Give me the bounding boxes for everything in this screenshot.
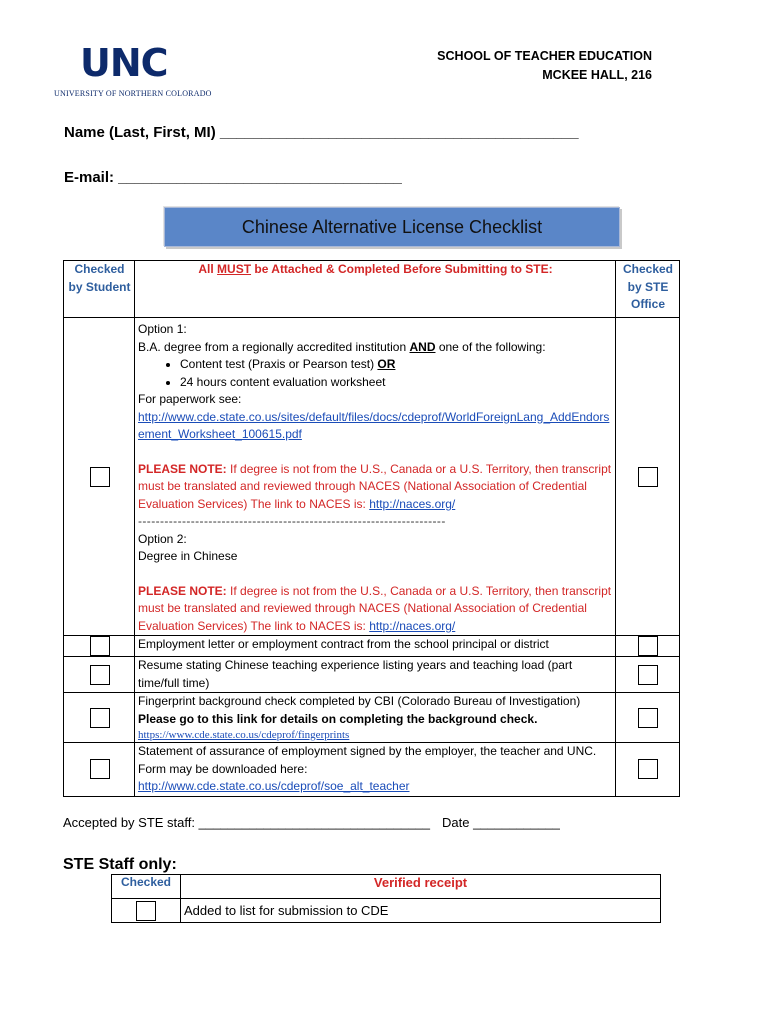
statement-line: Statement of assurance of employment signed by the employer, the teacher and UNC. Form may be downloaded here: — [138, 744, 597, 776]
table-row — [64, 318, 680, 636]
accepted-by-field[interactable]: Accepted by STE staff: ________________________________ — [63, 815, 430, 830]
fingerprint-cell — [135, 693, 616, 743]
fingerprint-bold: Please go to this link for details on completing the background check. — [138, 711, 538, 726]
fingerprint-line: Fingerprint background check completed by CBI (Colorado Bureau of Investigation) — [138, 694, 581, 708]
unc-logo: UNC — [80, 41, 168, 85]
table-row — [64, 743, 680, 797]
fingerprint-link[interactable]: https://www.cde.state.co.us/cdeprof/fingerprints — [138, 729, 350, 741]
checkbox-student-statement[interactable] — [90, 759, 110, 779]
worksheet-link[interactable]: http://www.cde.state.co.us/sites/default/files/docs/cdeprof/WorldForeignLang_AddEndorsement_Worksheet_100615.pdf — [138, 409, 610, 441]
option2-note: PLEASE NOTE: If degree is not from the U.S., Canada or a U.S. Territory, then transcript must be translated and reviewed through NACES (National Association of Credential Evaluation Services) The link to NACES is: http://naces.org/ — [138, 583, 612, 633]
staff-row-text: Added to list for submission to CDE — [181, 899, 661, 923]
paperwork-label: For paperwork see: — [138, 392, 242, 406]
table-row — [64, 693, 680, 743]
checkbox-student-resume[interactable] — [90, 665, 110, 685]
unc-logo-subtitle: UNIVERSITY OF NORTHERN COLORADO — [54, 89, 212, 98]
checkbox-student-fingerprint[interactable] — [90, 708, 110, 728]
email-field[interactable]: E-mail: __________________________________ — [64, 169, 402, 186]
col-checked-by-ste: Checked by STE Office — [616, 261, 680, 318]
col-checked-by-student: Checked by Student — [64, 261, 135, 318]
table-header-row — [64, 261, 680, 318]
staff-only-heading: STE Staff only: — [63, 856, 177, 873]
staff-header-row — [112, 875, 661, 899]
checkbox-student-employment[interactable] — [90, 636, 110, 656]
degree-options-cell — [135, 318, 616, 636]
must-emphasis: MUST — [217, 262, 252, 276]
checklist-title: Chinese Alternative License Checklist — [164, 207, 620, 247]
list-item: • 24 hours content evaluation worksheet — [180, 374, 613, 392]
checkbox-ste-fingerprint[interactable] — [638, 708, 658, 728]
student-check-cell — [64, 318, 135, 636]
name-field[interactable]: Name (Last, First, MI) ___________________________________________ — [64, 124, 579, 141]
checkbox-ste-employment[interactable] — [638, 636, 658, 656]
table-row — [64, 636, 680, 657]
school-name: SCHOOL OF TEACHER EDUCATION — [437, 49, 652, 63]
staff-col-verified: Verified receipt — [181, 875, 661, 899]
resume-cell: Resume stating Chinese teaching experience listing years and teaching load (part time/full time) — [135, 657, 616, 693]
table-row — [112, 899, 661, 923]
staff-col-checked: Checked — [112, 875, 181, 899]
checkbox-ste-statement[interactable] — [638, 759, 658, 779]
option2-label: Option 2: — [138, 531, 187, 546]
statement-cell — [135, 743, 616, 797]
option1-line: B.A. degree from a regionally accredited institution AND one of the following: — [138, 339, 546, 354]
checkbox-ste-degree[interactable] — [638, 467, 658, 487]
checklist-table — [63, 260, 680, 797]
school-address: MCKEE HALL, 216 — [542, 68, 652, 82]
checkbox-ste-resume[interactable] — [638, 665, 658, 685]
naces-link[interactable]: http://naces.org/ — [369, 496, 456, 511]
option1-bullets — [138, 356, 613, 391]
date-field[interactable]: Date ____________ — [442, 815, 560, 830]
option2-line: Degree in Chinese — [138, 549, 238, 563]
option1-note: PLEASE NOTE: If degree is not from the U.S., Canada or a U.S. Territory, then transcript must be translated and reviewed through NACES (National Association of Credential Evaluation Services) The link to NACES is: http://naces.org/ — [138, 461, 612, 511]
list-item: • Content test (Praxis or Pearson test) OR — [180, 356, 613, 374]
checkbox-staff-added[interactable] — [136, 901, 156, 921]
table-row — [64, 657, 680, 693]
option1-label: Option 1: — [138, 322, 187, 336]
option-divider: ---------------------------------------------------------------------- — [138, 514, 446, 528]
checkbox-student-degree[interactable] — [90, 467, 110, 487]
staff-table — [111, 874, 661, 923]
col-requirements-header: All MUST be Attached & Completed Before Submitting to STE: — [135, 261, 616, 318]
ste-check-cell — [616, 318, 680, 636]
naces-link[interactable]: http://naces.org/ — [369, 618, 456, 633]
statement-link[interactable]: http://www.cde.state.co.us/cdeprof/soe_alt_teacher — [138, 779, 410, 793]
employment-cell: Employment letter or employment contract from the school principal or district — [135, 636, 616, 657]
